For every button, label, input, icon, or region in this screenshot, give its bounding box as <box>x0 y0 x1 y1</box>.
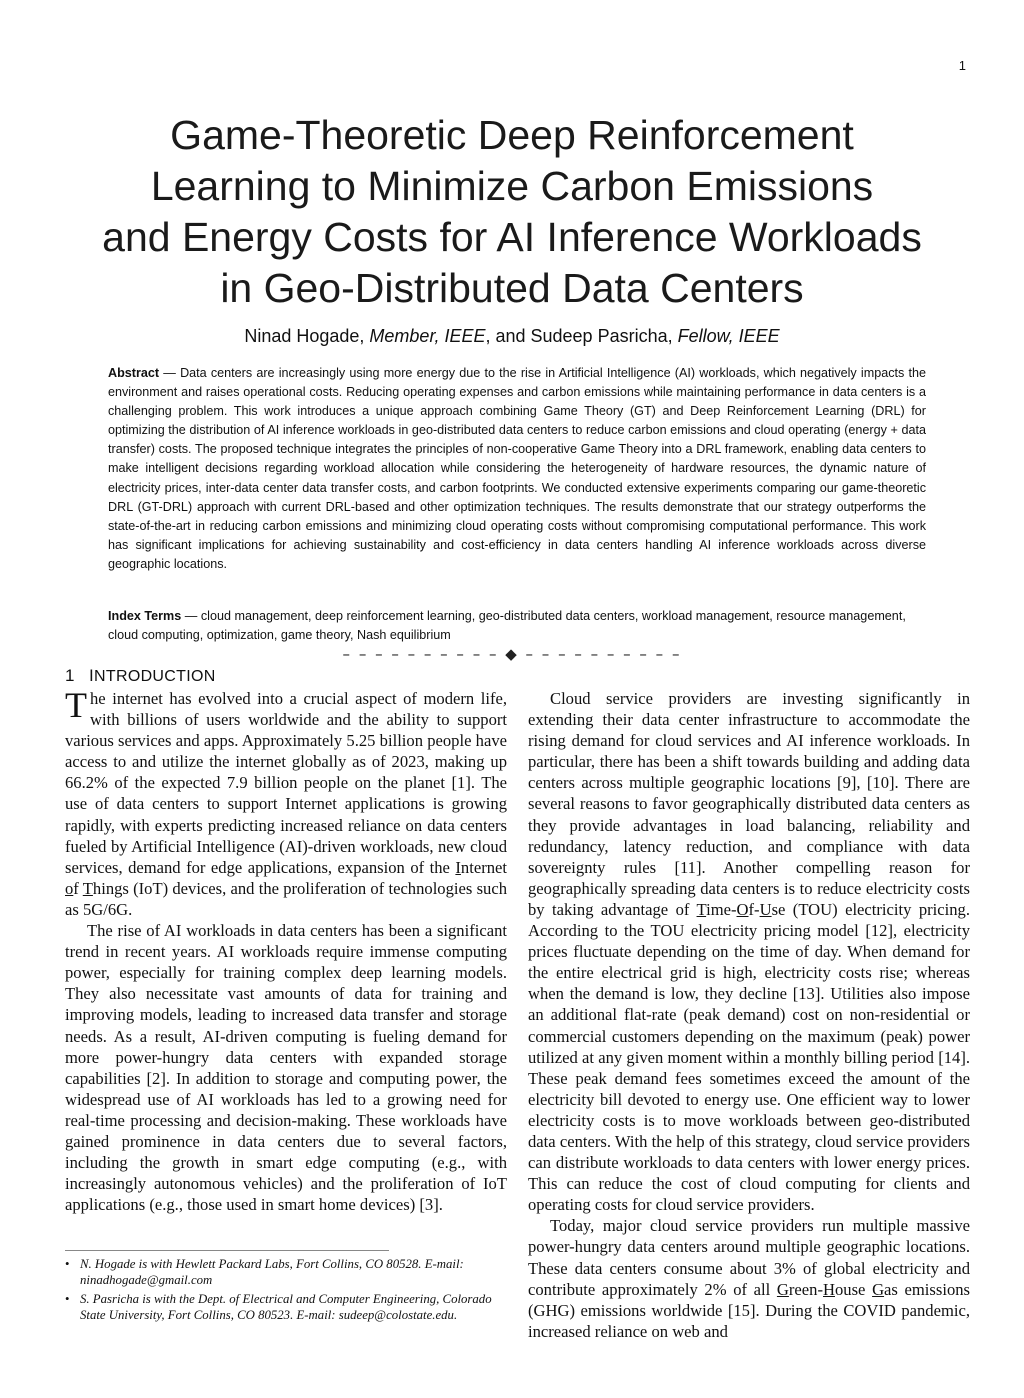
acronym-letter: I <box>455 857 461 877</box>
paragraph-text: se <box>771 899 786 919</box>
paragraph-text: f <box>73 878 83 898</box>
index-terms-dash: — <box>181 609 201 623</box>
index-terms-label: Index Terms <box>108 609 182 623</box>
abstract <box>108 364 926 574</box>
acronym-letter: T <box>82 878 93 898</box>
abstract-dash: — <box>159 366 181 380</box>
paragraph-text: ime- <box>706 899 737 919</box>
acronym-letter: G <box>872 1279 885 1299</box>
paragraph-text: Today, major cloud service providers run multiple massive power-hungry data centers around multiple geographic locations. These data centers consume about 3% of global electricity and contribute approximately 2% of all <box>528 1216 970 1299</box>
author-1-role: Member, IEEE <box>369 326 486 346</box>
author-1: Ninad Hogade, <box>244 326 370 346</box>
left-column <box>65 685 507 1215</box>
footnote: • S. Pasricha is with the Dept. of Electrical and Computer Engineering, Colorado State University, Fort Collins, CO 80523. E-mail: sudeep@colostate.edu. <box>65 1291 507 1324</box>
footnote-rule <box>65 1250 389 1251</box>
paragraph-text: ouse <box>834 1279 873 1299</box>
acronym-letter: G <box>776 1279 789 1299</box>
paragraph <box>528 688 970 1215</box>
title-line: Game-Theoretic Deep Reinforcement <box>170 112 854 158</box>
title-line: in Geo-Distributed Data Centers <box>220 265 804 311</box>
author-join: , and Sudeep Pasricha, <box>485 326 678 346</box>
paragraph <box>528 1215 970 1342</box>
paper-title <box>40 110 984 314</box>
abstract-label: Abstract <box>108 366 160 380</box>
paragraph-text: emissions (GHG) emissions worldwide [15]. During the COVID pandemic, increased reliance on web and <box>528 1279 970 1341</box>
paragraph-text: as <box>884 1279 898 1299</box>
paragraph-text: reen- <box>788 1279 823 1299</box>
footnotes <box>65 1256 507 1326</box>
paragraph-text: (IoT) devices, and the proliferation of technologies such as 5G/6G. <box>65 878 507 919</box>
acronym-letter: H <box>823 1279 835 1299</box>
index-terms-text: cloud management, deep reinforcement learning, geo-distributed data centers, workload management, resource management, cloud computing, optimization, game theory, Nash equilibrium <box>108 609 906 643</box>
paragraph <box>65 685 507 920</box>
paragraph-text: nternet <box>460 857 507 877</box>
acronym-letter: U <box>759 899 772 919</box>
paragraph-text: (TOU) electricity pricing. According to the TOU electricity pricing model [12], electricity prices fluctuate depending on the time of day. When demand for the entire electrical grid is high, electricity costs rise; whereas when the demand is low, they decline [13]. Utilities also impose an additional flat-rate (peak demand) cost on non-residential or commercial customers depending on the maximum (peak) power utilized at any given moment within a monthly billing period [14]. These peak demand fees sometimes exceed the amount of the electricity bill devoted to energy use. One efficient way to lower electricity costs is to move workloads between geo-distributed data centers. With the help of this strategy, cloud service providers can distribute workloads to data centers with lower energy prices. This can reduce the cost of cloud computing for clients and operating costs for cloud service providers. <box>528 899 970 1215</box>
index-terms <box>108 607 926 645</box>
author-2-role: Fellow, IEEE <box>677 326 780 346</box>
footnote: • N. Hogade is with Hewlett Packard Labs, Fort Collins, CO 80528. E-mail: ninadhogade@gmail.com <box>65 1256 507 1289</box>
drop-cap: T <box>65 685 87 725</box>
acronym-letter: T <box>696 899 707 919</box>
page-number: 1 <box>958 58 966 73</box>
paragraph-text: Cloud service providers are investing significantly in extending their data center infrastructure to accommodate the rising demand for cloud services and AI inference workloads. In particular, there has been a shift towards building and adding data centers across multiple geographic locations [9], [10]. There are several reasons to favor geographically distributed data centers as they provide advantages in load balancing, reliability and redundancy, latency reduction, and compliance with data sovereignty rules [11]. Another compelling reason for geographically spreading data centers is to reduce electricity costs by taking advantage of <box>528 689 970 919</box>
title-line: and Energy Costs for AI Inference Workloads <box>102 214 922 260</box>
section-title-rest: NTRODUCTION <box>94 668 216 685</box>
section-number: 1 <box>65 666 75 685</box>
section-title-initial: I <box>89 666 95 685</box>
acronym-letter: o <box>65 878 74 898</box>
section-separator: – – – – – – – – – – ◆ – – – – – – – – – – <box>342 645 682 663</box>
paragraph-text: he internet has evolved into a crucial aspect of modern life, with billions of users worldwide and the ability to support various services and apps. Approximately 5.25 billion people have access to and utilize the internet globally as of 2023, making up 66.2% of the expected 7.9 billion people on the planet [1]. The use of data centers to support Internet applications is growing rapidly, with experts predicting increased reliance on data centers fueled by Artificial Intelligence (AI)-driven workloads, new cloud services, demand for edge applications, expansion of the <box>65 689 507 877</box>
section-heading <box>65 666 216 686</box>
author-line <box>0 326 1024 347</box>
title-line: Learning to Minimize Carbon Emissions <box>150 163 874 209</box>
paragraph-text: f- <box>748 899 760 919</box>
right-column <box>528 688 970 1342</box>
abstract-text: Data centers are increasingly using more energy due to the rise in Artificial Intelligence (AI) workloads, which negatively impacts the environment and raises operational costs. Reducing operating expenses and carbon emissions while maintaining performance in data centers is a challenging problem. This work introduces a unique approach combining Game Theory (GT) and Deep Reinforcement Learning (DRL) for optimizing the distribution of AI inference workloads in geo-distributed data centers to reduce carbon emissions and cloud operating (energy + data transfer) costs. The proposed technique integrates the principles of non-cooperative Game Theory into a DRL framework, enabling data centers to make intelligent decisions regarding workload allocation while considering the heterogeneity of hardware resources, the dynamic nature of electricity prices, inter-data center data transfer costs, and carbon footprints. We conducted extensive experiments comparing our game-theoretic DRL (GT-DRL) approach with current DRL-based and other optimization techniques. The results demonstrate that our strategy outperforms the state-of-the-art in reducing carbon emissions and minimizing cloud operating costs without compromising computational performance. This work has significant implications for achieving sustainability and cost-efficiency in data centers handling AI inference workloads across diverse geographic locations. <box>108 366 926 571</box>
acronym-letter: O <box>736 899 749 919</box>
paragraph: The rise of AI workloads in data centers has been a significant trend in recent years. AI workloads require immense computing power, especially for training complex deep learning models. They also necessitate vast amounts of data for training and improving models, leading to increased data transfer and storage needs. As a result, AI-driven computing is fueling demand for more power-hungry data centers with expanded storage capabilities [2]. In addition to storage and computing power, the widespread use of AI workloads has led to a growing need for real-time processing and decision-making. These workloads have gained prominence in data centers due to several factors, including the growth in smart edge computing (e.g., with increasingly autonomous vehicles) and the proliferation of IoT applications (e.g., those used in smart home devices) [3]. <box>65 921 507 1215</box>
paragraph-text: hings <box>92 878 129 898</box>
